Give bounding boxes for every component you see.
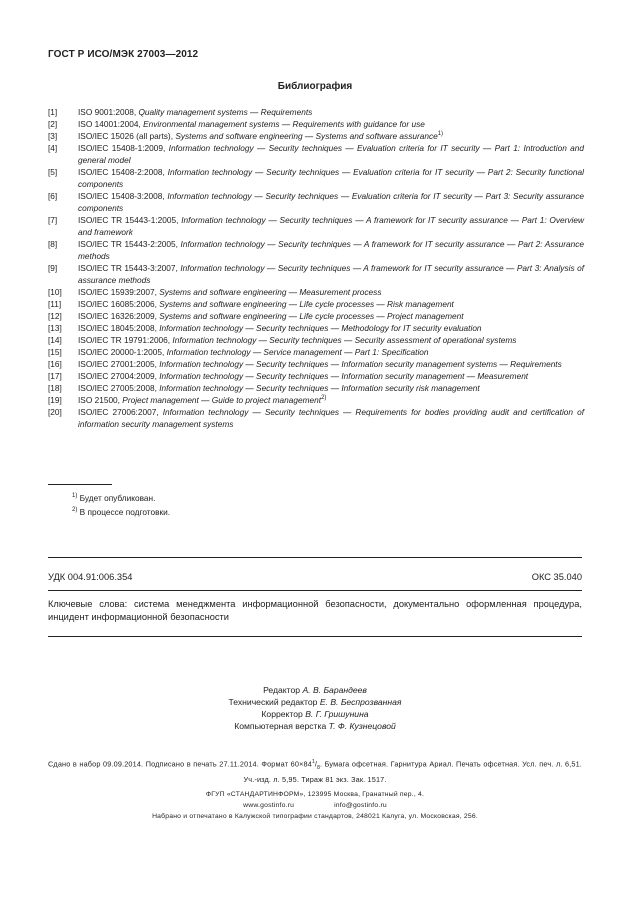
standard-code: ISO/IEC TR 19791:2006, bbox=[78, 335, 171, 345]
standard-title: Systems and software engineering — Measurement process bbox=[159, 287, 382, 297]
format-fraction-numerator: 1 bbox=[311, 759, 315, 765]
printer-address: ФГУП «СТАНДАРТИНФОРМ», 123995 Москва, Гранатный пер., 4. bbox=[205, 791, 425, 798]
entry-number: [6] bbox=[48, 191, 58, 201]
staff-line bbox=[0, 684, 630, 696]
entry-number: [7] bbox=[48, 215, 58, 225]
entry-text bbox=[78, 118, 584, 130]
bibliography-entry bbox=[48, 370, 584, 382]
standard-code: ISO/IEC 16085:2006, bbox=[78, 299, 157, 309]
standard-title: Systems and software engineering — Systems and software assurance bbox=[175, 131, 438, 141]
footnote-text: Будет опубликован. bbox=[79, 492, 156, 503]
bibliography-entry bbox=[48, 346, 584, 358]
entry-number: [1] bbox=[48, 107, 58, 117]
standard-code: ISO/IEC TR 15443-2:2005, bbox=[78, 239, 178, 249]
standard-title: Information technology — Security techniques — Evaluation criteria for IT security — Part 3: Security assurance components bbox=[78, 191, 584, 213]
publication-info: Сдано в набор 09.09.2014. Подписано в печать 27.11.2014. Формат $60\times 84^1/_8$. Бумага офсетная. Гарнитура Ариал. Печать офсетная. Усл. печ. л. 6,51. Уч.-изд. л. 5,95. Тираж 81 экз. Зак. 1517. bbox=[48, 759, 582, 784]
standard-code: ISO/IEC 16326:2009, bbox=[78, 311, 157, 321]
entry-number: [10] bbox=[48, 287, 62, 297]
standard-title: Information technology — Security techniques — Information security management systems — Requirements bbox=[159, 359, 562, 369]
oks-code: ОКС 35.040 bbox=[531, 572, 582, 582]
standard-title: Information technology — Security techniques — Information security risk management bbox=[159, 383, 480, 393]
bibliography-entry bbox=[48, 358, 584, 370]
standard-title: Information technology — Security techniques — A framework for IT security assurance — Part 3: Analysis of assurance methods bbox=[78, 263, 585, 285]
standard-title: Information technology — Security techniques — Information security management — Measurement bbox=[159, 371, 529, 381]
standard-title: Information technology — Security techniques — A framework for IT security assurance — Part 2: Assurance methods bbox=[78, 239, 585, 261]
entry-text bbox=[78, 310, 584, 322]
entry-number: [15] bbox=[48, 347, 62, 357]
divider-middle bbox=[48, 590, 582, 591]
staff-role: Компьютерная верстка bbox=[234, 721, 327, 731]
entry-text bbox=[78, 298, 584, 310]
entry-text bbox=[78, 130, 584, 142]
publication-text-continued: . Бумага офсетная. Гарнитура Ариал. Печать офсетная. Усл. печ. л. 6,51. Уч.-изд. л. 5,95. Тираж 81 экз. Зак. 1517. bbox=[243, 759, 582, 784]
standard-title: Project management — Guide to project management bbox=[122, 395, 322, 405]
standard-title: Information technology — Service management — Part 1: Specification bbox=[166, 347, 429, 357]
standard-code: ISO/IEC TR 15443-1:2005, bbox=[78, 215, 179, 225]
entry-number: [8] bbox=[48, 239, 58, 249]
staff-name: Т. Ф. Кузнецовой bbox=[328, 721, 396, 731]
entry-text bbox=[78, 334, 584, 346]
udk-code: УДК 004.91:006.354 bbox=[48, 572, 133, 582]
standard-code: ISO 14001:2004, bbox=[78, 119, 141, 129]
staff-name: В. Г. Гришунина bbox=[305, 709, 369, 719]
bibliography-entry bbox=[48, 262, 584, 286]
entry-number: [14] bbox=[48, 335, 62, 345]
bibliography-entry bbox=[48, 406, 584, 430]
bibliography-list bbox=[48, 106, 584, 430]
entry-text bbox=[78, 106, 584, 118]
bibliography-entry bbox=[48, 214, 584, 238]
bibliography-entry bbox=[48, 382, 584, 394]
standard-title: Quality management systems — Requirements bbox=[138, 107, 313, 117]
staff-line bbox=[0, 720, 630, 732]
entry-number: [12] bbox=[48, 311, 62, 321]
entry-number: [16] bbox=[48, 359, 62, 369]
standard-code: ISO/IEC 15408-3:2008, bbox=[78, 191, 165, 201]
standard-title: Information technology — Security techniques — Evaluation criteria for IT security — Part 1: Introduction and general model bbox=[78, 143, 584, 165]
footnote-item bbox=[72, 490, 170, 504]
footnote-divider bbox=[48, 484, 112, 485]
entry-number: [13] bbox=[48, 323, 62, 333]
footnotes bbox=[72, 490, 170, 518]
entry-number: [11] bbox=[48, 299, 62, 309]
standard-code: ISO/IEC TR 15443-3:2007, bbox=[78, 263, 178, 273]
staff-role: Редактор bbox=[263, 685, 301, 695]
keywords: Ключевые слова: система менеджмента информационной безопасности, документально оформленная процедура, инцидент информационной безопасности bbox=[48, 599, 582, 622]
entry-text bbox=[78, 394, 584, 406]
standard-code: ISO/IEC 27005:2008, bbox=[78, 383, 157, 393]
bibliography-entry bbox=[48, 394, 584, 406]
standard-code: ISO/IEC 18045:2008, bbox=[78, 323, 157, 333]
entry-number: [9] bbox=[48, 263, 58, 273]
staff-line bbox=[0, 696, 630, 708]
website-link[interactable]: www.gostinfo.ru bbox=[243, 802, 295, 809]
bibliography-entry bbox=[48, 190, 584, 214]
standard-title: Information technology — Security techniques — A framework for IT security assurance — Part 1: Overview and framework bbox=[78, 215, 584, 237]
entry-number: [20] bbox=[48, 407, 62, 417]
entry-number: [17] bbox=[48, 371, 62, 381]
standard-code: ISO/IEC 15408-1:2009, bbox=[78, 143, 166, 153]
bibliography-title: Библиография bbox=[277, 81, 353, 92]
staff-role: Технический редактор bbox=[228, 697, 318, 707]
footnote-item bbox=[72, 504, 170, 518]
divider-top bbox=[48, 557, 582, 558]
classification-row bbox=[48, 572, 582, 582]
standard-code: ISO 9001:2008, bbox=[78, 107, 137, 117]
publication-text: Сдано в набор 09.09.2014. Подписано в печать 27.11.2014. Формат 60×84 bbox=[48, 759, 312, 769]
divider-bottom bbox=[48, 636, 582, 637]
bibliography-entry bbox=[48, 298, 584, 310]
standard-code: ISO/IEC 15939:2007, bbox=[78, 287, 157, 297]
staff-credits bbox=[0, 684, 630, 732]
entry-text bbox=[78, 322, 584, 334]
entry-text bbox=[78, 406, 584, 430]
entry-number: [4] bbox=[48, 143, 58, 153]
entry-text bbox=[78, 370, 584, 382]
entry-text bbox=[78, 238, 584, 262]
staff-name: А. В. Барандеев bbox=[302, 685, 367, 695]
entry-number: [18] bbox=[48, 383, 62, 393]
bibliography-entry bbox=[48, 334, 584, 346]
footnote-text: В процессе подготовки. bbox=[79, 506, 171, 517]
standard-code: ISO/IEC 20000-1:2005, bbox=[78, 347, 165, 357]
staff-role: Корректор bbox=[261, 709, 303, 719]
standard-code: ISO 21500, bbox=[78, 395, 120, 405]
standard-code: ISO/IEC 27006:2007, bbox=[78, 407, 159, 417]
bibliography-entry bbox=[48, 238, 584, 262]
standard-title: Systems and software engineering — Life cycle processes — Project management bbox=[159, 311, 464, 321]
document-header: ГОСТ Р ИСО/МЭК 27003—2012 bbox=[48, 49, 199, 60]
footnote-reference: 2) bbox=[321, 395, 327, 402]
bibliography-entry bbox=[48, 142, 584, 166]
footnote-mark: 1) bbox=[72, 493, 78, 499]
standard-title: Information technology — Security techniques — Methodology for IT security evaluation bbox=[159, 323, 482, 333]
standard-code: ISO/IEC 27004:2009, bbox=[78, 371, 157, 381]
format-fraction-denominator: 8 bbox=[317, 764, 320, 771]
bibliography-entry bbox=[48, 166, 584, 190]
entry-number: [3] bbox=[48, 131, 58, 141]
footnote-mark: 2) bbox=[72, 506, 78, 513]
staff-name: Е. В. Беспрозванная bbox=[319, 697, 402, 707]
footnote-reference: 1) bbox=[437, 131, 444, 138]
standard-title: Information technology — Security techniques — Evaluation criteria for IT security — Part 2: Security functional components bbox=[78, 167, 584, 189]
printing-house: Набрано и отпечатано в Калужской типографии стандартов, 248021 Калуга, ул. Московская, 256. bbox=[152, 813, 478, 820]
entry-text bbox=[78, 190, 584, 214]
standard-title: Information technology — Security techniques — Requirements for bodies providing audit and certification of information security management systems bbox=[78, 407, 584, 429]
staff-line bbox=[0, 708, 630, 720]
entry-text bbox=[78, 346, 584, 358]
printer-contacts bbox=[48, 800, 582, 811]
entry-text bbox=[78, 166, 584, 190]
entry-number: [2] bbox=[48, 119, 58, 129]
bibliography-entry bbox=[48, 130, 584, 142]
standard-title: Information technology — Security techniques — Security assessment of operational systems bbox=[172, 335, 517, 345]
entry-text bbox=[78, 214, 584, 238]
bibliography-entry bbox=[48, 286, 584, 298]
standard-code: ISO/IEC 15026 (all parts), bbox=[78, 131, 173, 141]
standard-title: Systems and software engineering — Life cycle processes — Risk management bbox=[159, 299, 454, 309]
entry-text bbox=[78, 382, 584, 394]
bibliography-entry bbox=[48, 106, 584, 118]
bibliography-entry bbox=[48, 118, 584, 130]
entry-text bbox=[78, 286, 584, 298]
bibliography-entry bbox=[48, 310, 584, 322]
entry-text bbox=[78, 262, 584, 286]
standard-code: ISO/IEC 27001:2005, bbox=[78, 359, 157, 369]
email-link[interactable]: info@gostinfo.ru bbox=[334, 802, 387, 809]
entry-text bbox=[78, 358, 584, 370]
printer-info bbox=[48, 789, 582, 822]
standard-title: Environmental management systems — Requirements with guidance for use bbox=[143, 119, 425, 129]
entry-number: [19] bbox=[48, 395, 62, 405]
entry-text bbox=[78, 142, 584, 166]
bibliography-entry bbox=[48, 322, 584, 334]
standard-code: ISO/IEC 15408-2:2008, bbox=[78, 167, 165, 177]
entry-number: [5] bbox=[48, 167, 58, 177]
